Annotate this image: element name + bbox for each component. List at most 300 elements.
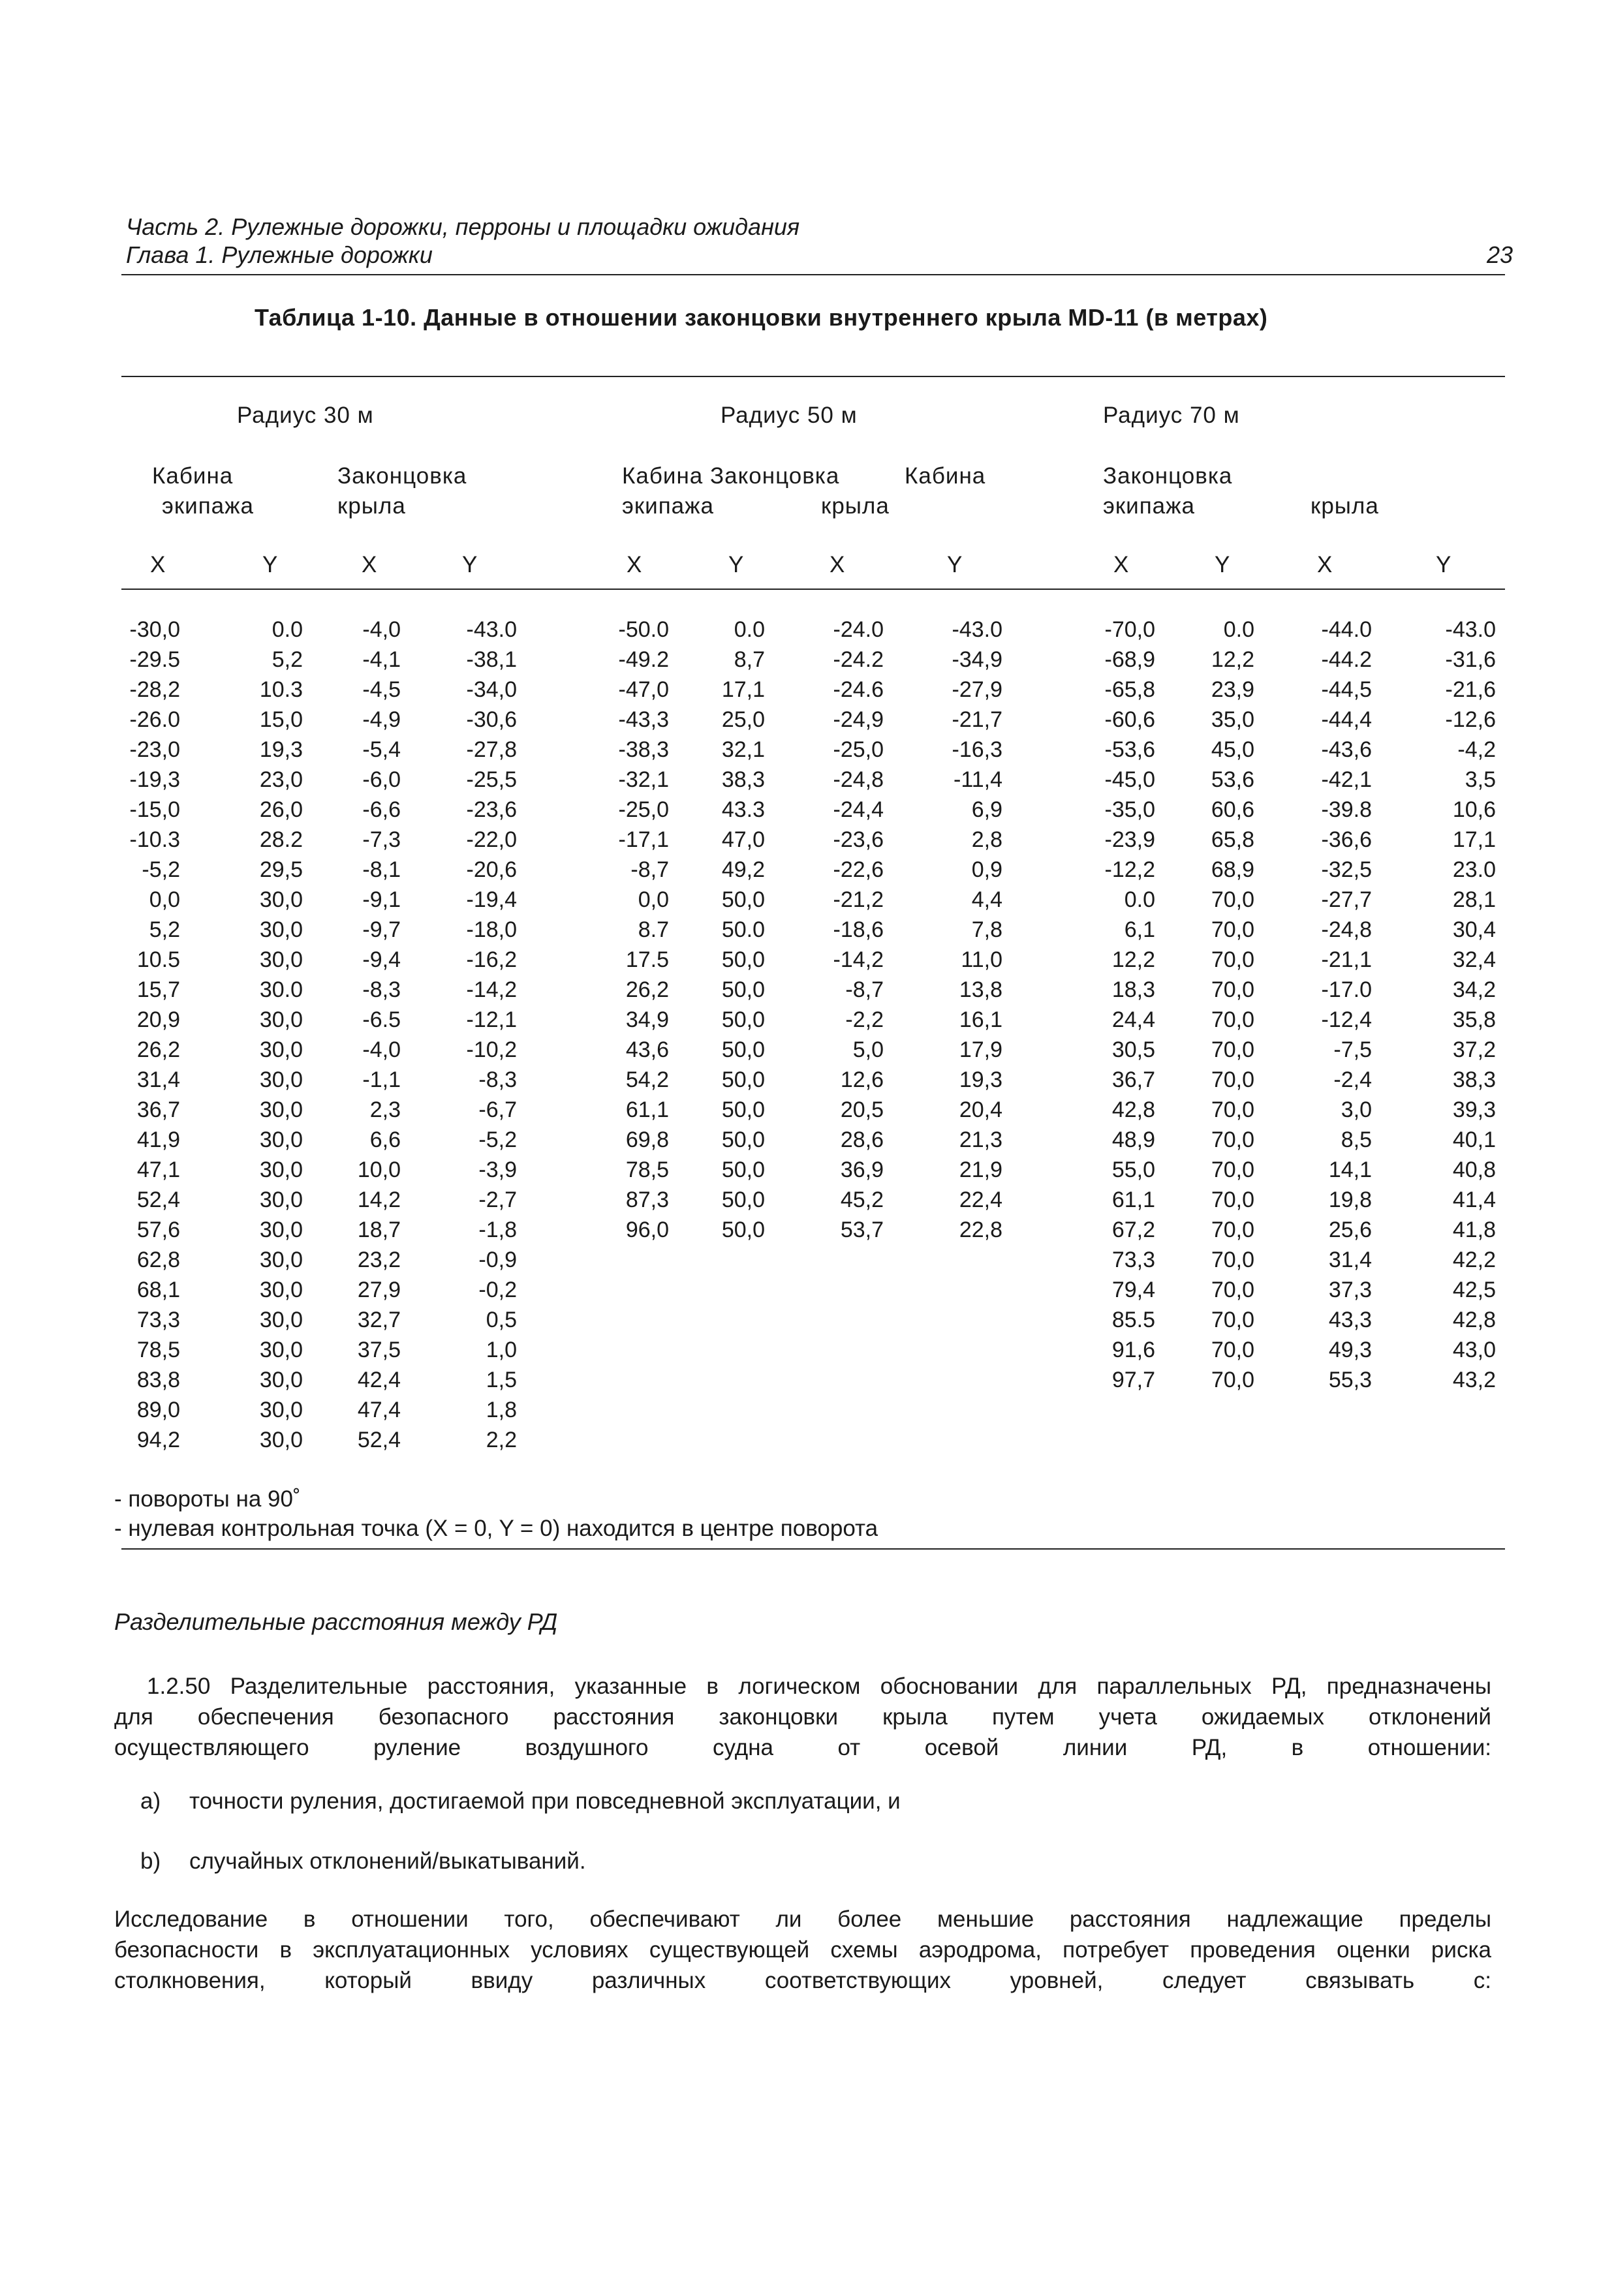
- table-cell: -4,9: [362, 707, 401, 732]
- table-cell: 53,7: [840, 1217, 884, 1242]
- table-cell: -8,7: [845, 977, 884, 1002]
- table-cell: -70,0: [1104, 617, 1155, 642]
- group-radius-50: Радиус 50 м: [721, 403, 858, 428]
- table-cell: -4,0: [362, 617, 401, 642]
- table-cell: 32,4: [1452, 947, 1496, 972]
- table-cell: -22,0: [466, 827, 517, 852]
- table-cell: 23,9: [1211, 677, 1254, 702]
- table-cell: -43,3: [618, 707, 669, 732]
- table-cell: -17,1: [618, 827, 669, 852]
- table-cell: -65,8: [1104, 677, 1155, 702]
- table-cell: 50.0: [721, 917, 765, 942]
- table-top-rule: [121, 376, 1505, 377]
- table-cell: 42,4: [357, 1368, 401, 1392]
- table-cell: -23,6: [833, 827, 884, 852]
- table-cell: -2,2: [845, 1007, 884, 1032]
- table-cell: -47,0: [618, 677, 669, 702]
- table-cell: 50,0: [721, 947, 765, 972]
- table-cell: 38,3: [721, 767, 765, 792]
- table-cell: 0,0: [149, 887, 180, 912]
- table-cell: -24.6: [833, 677, 884, 702]
- table-cell: -43,6: [1321, 737, 1372, 762]
- table-cell: -25,0: [618, 797, 669, 822]
- table-cell: 70,0: [1211, 1127, 1254, 1152]
- table-cell: 14,2: [357, 1187, 401, 1212]
- table-cell: 2,3: [369, 1097, 401, 1122]
- paragraph-line: Исследование в отношении того, обеспечивают ли более меньшие расстояния надлежащие пределы: [114, 1906, 1491, 1932]
- table-cell: 14,1: [1328, 1157, 1372, 1182]
- table-cell: -19,3: [129, 767, 180, 792]
- table-cell: 36,7: [1111, 1067, 1155, 1092]
- table-cell: 6,9: [971, 797, 1002, 822]
- table-cell: 26,0: [259, 797, 303, 822]
- group-radius-70: Радиус 70 м: [1103, 403, 1240, 428]
- table-cell: 28,1: [1452, 887, 1496, 912]
- table-cell: -14,2: [833, 947, 884, 972]
- table-cell: 70,0: [1211, 1247, 1254, 1272]
- table-cell: 50,0: [721, 1067, 765, 1092]
- table-cell: 53,6: [1211, 767, 1254, 792]
- table-cell: 3,5: [1465, 767, 1496, 792]
- table-cell: -12,1: [466, 1007, 517, 1032]
- table-cell: 43,0: [1452, 1338, 1496, 1362]
- table-cell: 50,0: [721, 1127, 765, 1152]
- table-cell: 65,8: [1211, 827, 1254, 852]
- table-cell: 30,4: [1452, 917, 1496, 942]
- table-cell: 52,4: [357, 1428, 401, 1452]
- r70-wing-label-2: крыла: [1311, 493, 1379, 519]
- table-cell: 42,5: [1452, 1278, 1496, 1302]
- table-cell: 30,0: [259, 1127, 303, 1152]
- table-cell: 23.0: [1452, 857, 1496, 882]
- table-cell: 28,6: [840, 1127, 884, 1152]
- table-cell: 4,4: [971, 887, 1002, 912]
- table-cell: -6,0: [362, 767, 401, 792]
- col-header-y: Y: [1436, 552, 1452, 577]
- table-cell: 21,9: [959, 1157, 1002, 1182]
- col-header-x: X: [1113, 552, 1130, 577]
- table-cell: -23,6: [466, 797, 517, 822]
- table-cell: 43,3: [1328, 1308, 1372, 1332]
- r70-wing-label: Законцовка: [1103, 463, 1233, 489]
- table-cell: 50,0: [721, 1097, 765, 1122]
- table-cell: -18,0: [466, 917, 517, 942]
- table-cell: -30,6: [466, 707, 517, 732]
- table-cell: 0,9: [971, 857, 1002, 882]
- table-cell: 40,8: [1452, 1157, 1496, 1182]
- table-cell: 40,1: [1452, 1127, 1496, 1152]
- table-cell: 5,2: [149, 917, 180, 942]
- paragraph-study: [114, 1904, 1491, 1996]
- table-cell: -18,6: [833, 917, 884, 942]
- table-cell: 8,7: [734, 647, 765, 672]
- table-cell: -0,2: [478, 1278, 517, 1302]
- r70-cabin-x-column: [1080, 615, 1155, 1395]
- table-cell: -9,4: [362, 947, 401, 972]
- table-cell: 47,1: [136, 1157, 180, 1182]
- table-cell: 17.5: [625, 947, 669, 972]
- table-cell: 30,0: [259, 887, 303, 912]
- table-cell: 3,0: [1341, 1097, 1372, 1122]
- table-cell: -1,8: [478, 1217, 517, 1242]
- table-cell: -3,9: [478, 1157, 517, 1182]
- table-cell: -38,1: [466, 647, 517, 672]
- table-cell: -30,0: [129, 617, 180, 642]
- table-cell: 70,0: [1211, 1217, 1254, 1242]
- col-header-x: X: [150, 552, 166, 577]
- table-cell: 0.0: [1223, 617, 1254, 642]
- table-cell: -24.2: [833, 647, 884, 672]
- group-radius-30: Радиус 30 м: [237, 403, 374, 428]
- r50-cabin-x-column: [591, 615, 669, 1245]
- table-cell: 91,6: [1111, 1338, 1155, 1362]
- table-cell: 30,0: [259, 1217, 303, 1242]
- table-cell: -43.0: [1445, 617, 1496, 642]
- table-cell: 67,2: [1111, 1217, 1155, 1242]
- table-cell: -27,7: [1321, 887, 1372, 912]
- table-cell: 23,0: [259, 767, 303, 792]
- table-cell: -35,0: [1104, 797, 1155, 822]
- table-cell: 57,6: [136, 1217, 180, 1242]
- table-cell: 50,0: [721, 887, 765, 912]
- col-header-x: X: [1317, 552, 1333, 577]
- r70-cabin-label-2: экипажа: [1103, 493, 1196, 519]
- table-cell: 5,2: [272, 647, 303, 672]
- table-cell: -22,6: [833, 857, 884, 882]
- table-cell: 43,2: [1452, 1368, 1496, 1392]
- table-cell: -25,0: [833, 737, 884, 762]
- table-cell: 35,8: [1452, 1007, 1496, 1032]
- table-cell: -1,1: [362, 1067, 401, 1092]
- table-cell: 30,0: [259, 1157, 303, 1182]
- table-cell: 83,8: [136, 1368, 180, 1392]
- col-header-x: X: [830, 552, 846, 577]
- table-cell: 37,5: [357, 1338, 401, 1362]
- table-cell: 18,7: [357, 1217, 401, 1242]
- table-cell: 39,3: [1452, 1097, 1496, 1122]
- table-cell: 22,4: [959, 1187, 1002, 1212]
- r30-wing-x-column: [333, 615, 401, 1455]
- table-cell: 34,9: [625, 1007, 669, 1032]
- table-cell: -44.2: [1321, 647, 1372, 672]
- table-cell: 30,0: [259, 1398, 303, 1422]
- col-header-x: X: [362, 552, 378, 577]
- table-cell: 34,2: [1452, 977, 1496, 1002]
- table-cell: 30,0: [259, 1007, 303, 1032]
- col-header-y: Y: [462, 552, 478, 577]
- table-cell: 50,0: [721, 1187, 765, 1212]
- r30-wing-label-2: крыла: [337, 493, 406, 519]
- table-note-turns: - повороты на 90˚: [114, 1486, 301, 1512]
- table-cell: -6.5: [362, 1007, 401, 1032]
- table-cell: 10.3: [259, 677, 303, 702]
- table-cell: 97,7: [1111, 1368, 1155, 1392]
- r30-wing-y-column: [431, 615, 517, 1455]
- table-cell: 70,0: [1211, 1157, 1254, 1182]
- r30-cabin-label-2: экипажа: [162, 493, 255, 519]
- table-cell: 48,9: [1111, 1127, 1155, 1152]
- table-cell: -21,2: [833, 887, 884, 912]
- table-cell: 17,1: [1452, 827, 1496, 852]
- table-cell: 31,4: [136, 1067, 180, 1092]
- header-rule: [121, 274, 1505, 275]
- table-cell: 30,0: [259, 1368, 303, 1392]
- paragraph-line: осуществляющего руление воздушного судна от осевой линии РД, в отношении:: [114, 1735, 1491, 1760]
- table-cell: 55,0: [1111, 1157, 1155, 1182]
- table-cell: -0,9: [478, 1247, 517, 1272]
- table-cell: 30,0: [259, 1247, 303, 1272]
- table-cell: -34,0: [466, 677, 517, 702]
- table-cell: 20,4: [959, 1097, 1002, 1122]
- table-cell: -32,1: [618, 767, 669, 792]
- table-cell: 30,0: [259, 1338, 303, 1362]
- table-cell: -27,8: [466, 737, 517, 762]
- table-cell: 50,0: [721, 1037, 765, 1062]
- table-cell: 70,0: [1211, 1097, 1254, 1122]
- table-cell: 55,3: [1328, 1368, 1372, 1392]
- table-cell: 28.2: [259, 827, 303, 852]
- r70-wing-y-column: [1403, 615, 1496, 1395]
- col-header-y: Y: [262, 552, 279, 577]
- table-note-origin: - нулевая контрольная точка (X = 0, Y = 0) находится в центре поворота: [114, 1516, 878, 1541]
- table-cell: 70,0: [1211, 1338, 1254, 1362]
- table-cell: -43.0: [466, 617, 517, 642]
- table-cell: 10,0: [357, 1157, 401, 1182]
- table-cell: -24,8: [1321, 917, 1372, 942]
- table-cell: 49,3: [1328, 1338, 1372, 1362]
- table-cell: 79,4: [1111, 1278, 1155, 1302]
- paragraph-line: столкновения, который ввиду различных соответствующих уровней, следует связывать с:: [114, 1968, 1491, 1993]
- table-cell: -12,6: [1445, 707, 1496, 732]
- table-cell: 37,3: [1328, 1278, 1372, 1302]
- table-cell: 30,0: [259, 947, 303, 972]
- table-cell: 17,1: [721, 677, 765, 702]
- table-cell: 70,0: [1211, 917, 1254, 942]
- table-cell: -11,4: [954, 767, 1002, 792]
- table-cell: 35,0: [1211, 707, 1254, 732]
- table-cell: 70,0: [1211, 1067, 1254, 1092]
- table-cell: 43,6: [625, 1037, 669, 1062]
- table-cell: -39.8: [1321, 797, 1372, 822]
- table-cell: 26,2: [625, 977, 669, 1002]
- table-cell: 2,8: [971, 827, 1002, 852]
- table-cell: 38,3: [1452, 1067, 1496, 1092]
- table-cell: -25,5: [466, 767, 517, 792]
- paragraph-line: безопасности в эксплуатационных условиях существующей схемы аэродрома, потребует проведения оценки риска: [114, 1937, 1491, 1963]
- table-cell: 36,7: [136, 1097, 180, 1122]
- table-cell: -32,5: [1321, 857, 1372, 882]
- table-cell: 23,2: [357, 1247, 401, 1272]
- table-cell: -12,2: [1104, 857, 1155, 882]
- table-cell: -24,9: [833, 707, 884, 732]
- table-cell: -9,1: [362, 887, 401, 912]
- table-cell: 19,3: [259, 737, 303, 762]
- col-header-x: X: [627, 552, 643, 577]
- table-cell: 7,8: [971, 917, 1002, 942]
- table-cell: 21,3: [959, 1127, 1002, 1152]
- table-cell: 16,1: [959, 1007, 1002, 1032]
- table-cell: -4,0: [362, 1037, 401, 1062]
- r70-cabin-y-column: [1188, 615, 1254, 1395]
- table-cell: -10,2: [466, 1037, 517, 1062]
- table-cell: 19,3: [959, 1067, 1002, 1092]
- table-cell: 70,0: [1211, 977, 1254, 1002]
- table-cell: 47,0: [721, 827, 765, 852]
- table-cell: -53,6: [1104, 737, 1155, 762]
- table-cell: 50,0: [721, 1157, 765, 1182]
- table-cell: 29,5: [259, 857, 303, 882]
- table-cell: -31,6: [1445, 647, 1496, 672]
- table-cell: 10.5: [136, 947, 180, 972]
- page-number: 23: [1486, 241, 1513, 268]
- table-cell: -4,1: [362, 647, 401, 672]
- table-cell: 20,9: [136, 1007, 180, 1032]
- table-cell: -15,0: [129, 797, 180, 822]
- table-cell: 70,0: [1211, 947, 1254, 972]
- table-cell: 68,9: [1211, 857, 1254, 882]
- table-cell: -38,3: [618, 737, 669, 762]
- table-cell: -60,6: [1104, 707, 1155, 732]
- table-cell: 70,0: [1211, 1187, 1254, 1212]
- table-cell: 30,0: [259, 1308, 303, 1332]
- table-cell: 20,5: [840, 1097, 884, 1122]
- table-cell: -21,1: [1321, 947, 1372, 972]
- table-cell: -8,3: [478, 1067, 517, 1092]
- table-cell: -21,6: [1445, 677, 1496, 702]
- table-cell: 70,0: [1211, 1007, 1254, 1032]
- table-cell: -4,5: [362, 677, 401, 702]
- r50-cabin-label-2: экипажа: [622, 493, 715, 519]
- table-cell: 61,1: [1111, 1187, 1155, 1212]
- table-cell: 30,0: [259, 1187, 303, 1212]
- table-cell: 43.3: [721, 797, 765, 822]
- r50-wing-label-2: крыла: [821, 493, 890, 519]
- table-cell: 70,0: [1211, 1308, 1254, 1332]
- r50-wing-x-column: [808, 615, 884, 1245]
- table-cell: 89,0: [136, 1398, 180, 1422]
- table-cell: -24,4: [833, 797, 884, 822]
- table-cell: 10,6: [1452, 797, 1496, 822]
- table-cell: -68,9: [1104, 647, 1155, 672]
- table-cell: 0,5: [486, 1308, 517, 1332]
- table-cell: -9,7: [362, 917, 401, 942]
- table-cell: -44.0: [1321, 617, 1372, 642]
- table-bottom-rule: [121, 1548, 1505, 1550]
- table-cell: 2,2: [486, 1428, 517, 1452]
- table-cell: 0.0: [1124, 887, 1155, 912]
- table-cell: 68,1: [136, 1278, 180, 1302]
- table-cell: -2,7: [478, 1187, 517, 1212]
- table-cell: -6,7: [478, 1097, 517, 1122]
- r70-cabin-label: Кабина: [905, 463, 986, 489]
- table-cell: 13,8: [959, 977, 1002, 1002]
- table-cell: 0.0: [734, 617, 765, 642]
- table-cell: 69,8: [625, 1127, 669, 1152]
- table-cell: 12,2: [1111, 947, 1155, 972]
- table-cell: 32,7: [357, 1308, 401, 1332]
- r30-cabin-x-column: [104, 615, 180, 1455]
- table-cell: 70,0: [1211, 1278, 1254, 1302]
- col-header-y: Y: [947, 552, 963, 577]
- table-cell: 70,0: [1211, 1368, 1254, 1392]
- table-cell: -49.2: [618, 647, 669, 672]
- table-cell: -14,2: [466, 977, 517, 1002]
- table-cell: 12,2: [1211, 647, 1254, 672]
- table-cell: 62,8: [136, 1247, 180, 1272]
- table-cell: -6,6: [362, 797, 401, 822]
- col-header-y: Y: [728, 552, 745, 577]
- table-cell: 78,5: [136, 1338, 180, 1362]
- table-cell: 50,0: [721, 977, 765, 1002]
- table-cell: 41,8: [1452, 1217, 1496, 1242]
- table-cell: -8,1: [362, 857, 401, 882]
- table-cell: -17.0: [1321, 977, 1372, 1002]
- table-cell: 61,1: [625, 1097, 669, 1122]
- table-cell: 15,7: [136, 977, 180, 1002]
- table-cell: 42,8: [1452, 1308, 1496, 1332]
- table-cell: 45,2: [840, 1187, 884, 1212]
- r70-wing-x-column: [1292, 615, 1372, 1395]
- paragraph-line: для обеспечения безопасного расстояния законцовки крыла путем учета ожидаемых отклонений: [114, 1704, 1491, 1730]
- table-cell: 17,9: [959, 1037, 1002, 1062]
- table-cell: -23,9: [1104, 827, 1155, 852]
- table-cell: -20,6: [466, 857, 517, 882]
- table-title: Таблица 1-10. Данные в отношении законцовки внутреннего крыла MD-11 (в метрах): [255, 304, 1268, 331]
- table-cell: 8.7: [638, 917, 669, 942]
- running-header-part: Часть 2. Рулежные дорожки, перроны и площадки ожидания: [126, 213, 800, 240]
- table-cell: 54,2: [625, 1067, 669, 1092]
- table-cell: -26.0: [129, 707, 180, 732]
- table-cell: 60,6: [1211, 797, 1254, 822]
- r30-cabin-label: Кабина: [152, 463, 234, 489]
- list-item-a-label: a): [140, 1788, 161, 1814]
- table-cell: 32,1: [721, 737, 765, 762]
- table-cell: 52,4: [136, 1187, 180, 1212]
- table-cell: 30,0: [259, 1278, 303, 1302]
- table-cell: -16,2: [466, 947, 517, 972]
- r30-wing-label: Законцовка: [337, 463, 467, 489]
- table-cell: 22,8: [959, 1217, 1002, 1242]
- table-cell: 12,6: [840, 1067, 884, 1092]
- paragraph-1-2-50: [114, 1671, 1491, 1763]
- list-item-a-text: точности руления, достигаемой при повседневной эксплуатации, и: [189, 1788, 901, 1814]
- running-header-chapter: Глава 1. Рулежные дорожки: [126, 241, 433, 268]
- table-cell: -21,7: [952, 707, 1002, 732]
- table-cell: 30,0: [259, 1067, 303, 1092]
- r30-cabin-y-column: [222, 615, 303, 1455]
- table-cell: 26,2: [136, 1037, 180, 1062]
- table-cell: -24,8: [833, 767, 884, 792]
- table-cell: -7,5: [1333, 1037, 1372, 1062]
- table-cell: -36,6: [1321, 827, 1372, 852]
- table-cell: 30,5: [1111, 1037, 1155, 1062]
- table-header-rule: [121, 589, 1505, 590]
- table-cell: 24,4: [1111, 1007, 1155, 1032]
- table-cell: 96,0: [625, 1217, 669, 1242]
- table-cell: 49,2: [721, 857, 765, 882]
- table-cell: 11,0: [961, 947, 1002, 972]
- table-cell: -12,4: [1321, 1007, 1372, 1032]
- table-cell: 8,5: [1341, 1127, 1372, 1152]
- table-cell: -29.5: [129, 647, 180, 672]
- r50-cabin-wing-label: Кабина Законцовка: [622, 463, 840, 489]
- table-cell: -44,5: [1321, 677, 1372, 702]
- table-cell: 27,9: [357, 1278, 401, 1302]
- table-cell: -44,4: [1321, 707, 1372, 732]
- table-cell: 25,6: [1328, 1217, 1372, 1242]
- table-cell: -28,2: [129, 677, 180, 702]
- list-item-b-label: b): [140, 1848, 161, 1874]
